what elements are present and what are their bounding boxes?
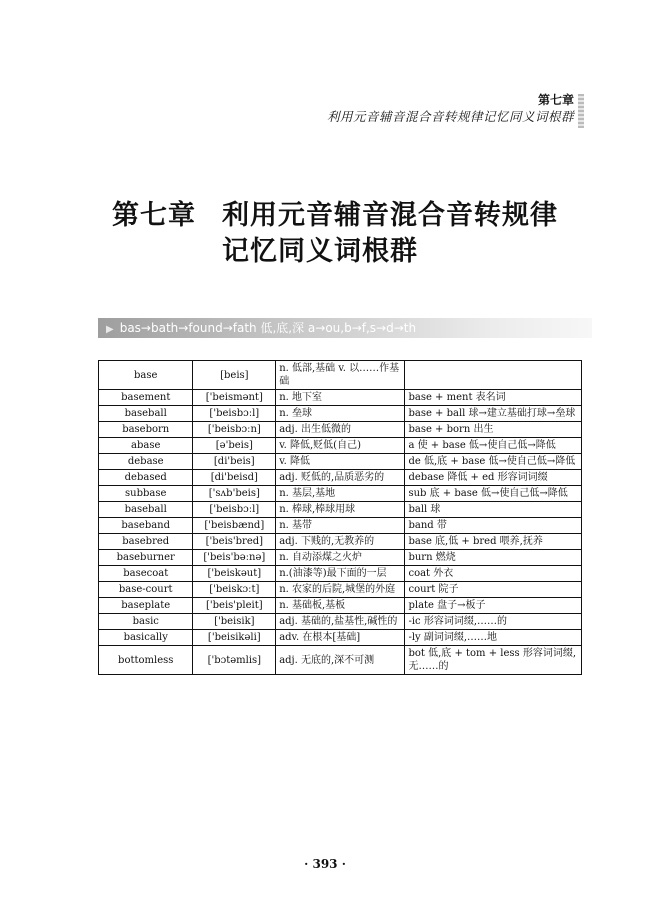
cell-mnemonic: bot 低,底 + tom + less 形容词词缀,无……的 xyxy=(405,646,582,675)
table-row xyxy=(99,454,582,470)
running-head-subtitle: 利用元音辅音混合音转规律记忆同义词根群 xyxy=(326,109,574,124)
table-row xyxy=(99,630,582,646)
cell-phonetic: ['sʌb'beis] xyxy=(193,486,276,502)
cell-phonetic: ['beisbɔːl] xyxy=(193,406,276,422)
vocabulary-table xyxy=(98,360,582,675)
cell-phonetic: [di'beis] xyxy=(193,454,276,470)
table-row xyxy=(99,422,582,438)
cell-mnemonic: sub 底 + base 低→使自己低→降低 xyxy=(405,486,582,502)
cell-word: abase xyxy=(99,438,193,454)
table-row xyxy=(99,518,582,534)
cell-word: base xyxy=(99,361,193,390)
cell-mnemonic: coat 外衣 xyxy=(405,566,582,582)
cell-word: basic xyxy=(99,614,193,630)
cell-phonetic: ['bɔtəmlis] xyxy=(193,646,276,675)
cell-word: baseburner xyxy=(99,550,193,566)
chapter-title-line1: 利用元音辅音混合音转规律 xyxy=(222,200,558,231)
page-number: · 393 · xyxy=(304,857,346,871)
cell-phonetic: ['beisbɔːn] xyxy=(193,422,276,438)
cell-word: baseborn xyxy=(99,422,193,438)
running-head-chapter: 第七章 xyxy=(537,93,574,107)
table-row xyxy=(99,361,582,390)
cell-phonetic: [beis] xyxy=(193,361,276,390)
cell-mnemonic: -ly 副词词缀,……地 xyxy=(405,630,582,646)
cell-meaning: n. 低部,基础 v. 以……作基础 xyxy=(276,361,405,390)
cell-meaning: n. 垒球 xyxy=(276,406,405,422)
cell-word: base-court xyxy=(99,582,193,598)
root-banner xyxy=(98,318,592,338)
cell-word: debased xyxy=(99,470,193,486)
cell-meaning: n. 自动添煤之火炉 xyxy=(276,550,405,566)
cell-mnemonic: base + ment 表名词 xyxy=(405,390,582,406)
cell-mnemonic: plate 盘子→板子 xyxy=(405,598,582,614)
cell-mnemonic xyxy=(405,361,582,390)
cell-word: subbase xyxy=(99,486,193,502)
cell-phonetic: ['beisbɔːl] xyxy=(193,502,276,518)
cell-phonetic: ['beiskəut] xyxy=(193,566,276,582)
table-row xyxy=(99,550,582,566)
cell-word: baseball xyxy=(99,502,193,518)
cell-phonetic: [di'beisd] xyxy=(193,470,276,486)
cell-meaning: v. 降低,贬低(自己) xyxy=(276,438,405,454)
running-head-marker xyxy=(578,94,584,128)
cell-phonetic: ['beis'pleit] xyxy=(193,598,276,614)
cell-meaning: n. 基层,基地 xyxy=(276,486,405,502)
cell-mnemonic: burn 燃烧 xyxy=(405,550,582,566)
cell-mnemonic: ball 球 xyxy=(405,502,582,518)
running-head xyxy=(327,92,574,126)
table-row xyxy=(99,470,582,486)
table-row xyxy=(99,566,582,582)
chapter-title-line2: 记忆同义词根群 xyxy=(222,236,418,267)
cell-meaning: adj. 出生低微的 xyxy=(276,422,405,438)
table-row xyxy=(99,486,582,502)
cell-phonetic: [ə'beis] xyxy=(193,438,276,454)
table-row xyxy=(99,534,582,550)
cell-mnemonic: a 使 + base 低→使自己低→降低 xyxy=(405,438,582,454)
cell-phonetic: ['beiskɔːt] xyxy=(193,582,276,598)
cell-word: basecoat xyxy=(99,566,193,582)
cell-mnemonic: base 底,低 + bred 喂养,抚养 xyxy=(405,534,582,550)
cell-meaning: n. 棒球,棒球用球 xyxy=(276,502,405,518)
cell-phonetic: ['beisik] xyxy=(193,614,276,630)
cell-phonetic: ['beismənt] xyxy=(193,390,276,406)
cell-phonetic: ['beisikəli] xyxy=(193,630,276,646)
cell-mnemonic: de 低,底 + base 低→使自己低→降低 xyxy=(405,454,582,470)
table-row xyxy=(99,406,582,422)
cell-word: baseball xyxy=(99,406,193,422)
cell-mnemonic: base + ball 球→建立基础打球→垒球 xyxy=(405,406,582,422)
cell-meaning: n. 地下室 xyxy=(276,390,405,406)
cell-word: basically xyxy=(99,630,193,646)
cell-mnemonic: court 院子 xyxy=(405,582,582,598)
cell-meaning: adj. 下贱的,无教养的 xyxy=(276,534,405,550)
cell-word: basement xyxy=(99,390,193,406)
cell-word: baseplate xyxy=(99,598,193,614)
cell-meaning: adj. 基础的,盐基性,碱性的 xyxy=(276,614,405,630)
root-banner-text: bas→bath→found→fath 低,底,深 a→ou,b→f,s→d→th xyxy=(119,321,417,335)
cell-meaning: v. 降低 xyxy=(276,454,405,470)
table-row xyxy=(99,598,582,614)
cell-meaning: adv. 在根本[基础] xyxy=(276,630,405,646)
cell-meaning: n. 农家的后院,城堡的外庭 xyxy=(276,582,405,598)
cell-phonetic: ['beis'bəːnə] xyxy=(193,550,276,566)
table-row xyxy=(99,438,582,454)
cell-phonetic: ['beis'bred] xyxy=(193,534,276,550)
cell-meaning: adj. 贬低的,品质恶劣的 xyxy=(276,470,405,486)
cell-word: debase xyxy=(99,454,193,470)
cell-word: baseband xyxy=(99,518,193,534)
cell-mnemonic: -ic 形容词词缀,……的 xyxy=(405,614,582,630)
table-row xyxy=(99,390,582,406)
chapter-number: 第七章 xyxy=(112,200,196,231)
chapter-title xyxy=(112,198,582,270)
arrow-right-icon: ▶ xyxy=(106,324,114,335)
cell-meaning: n. 基础板,基板 xyxy=(276,598,405,614)
cell-meaning: n.(油漆等)最下面的一层 xyxy=(276,566,405,582)
cell-word: basebred xyxy=(99,534,193,550)
table-row xyxy=(99,614,582,630)
cell-phonetic: ['beisbænd] xyxy=(193,518,276,534)
cell-word: bottomless xyxy=(99,646,193,675)
cell-meaning: n. 基带 xyxy=(276,518,405,534)
cell-mnemonic: base + born 出生 xyxy=(405,422,582,438)
cell-mnemonic: debase 降低 + ed 形容词词缀 xyxy=(405,470,582,486)
cell-mnemonic: band 带 xyxy=(405,518,582,534)
table-row xyxy=(99,582,582,598)
table-row xyxy=(99,646,582,675)
table-row xyxy=(99,502,582,518)
cell-meaning: adj. 无底的,深不可测 xyxy=(276,646,405,675)
